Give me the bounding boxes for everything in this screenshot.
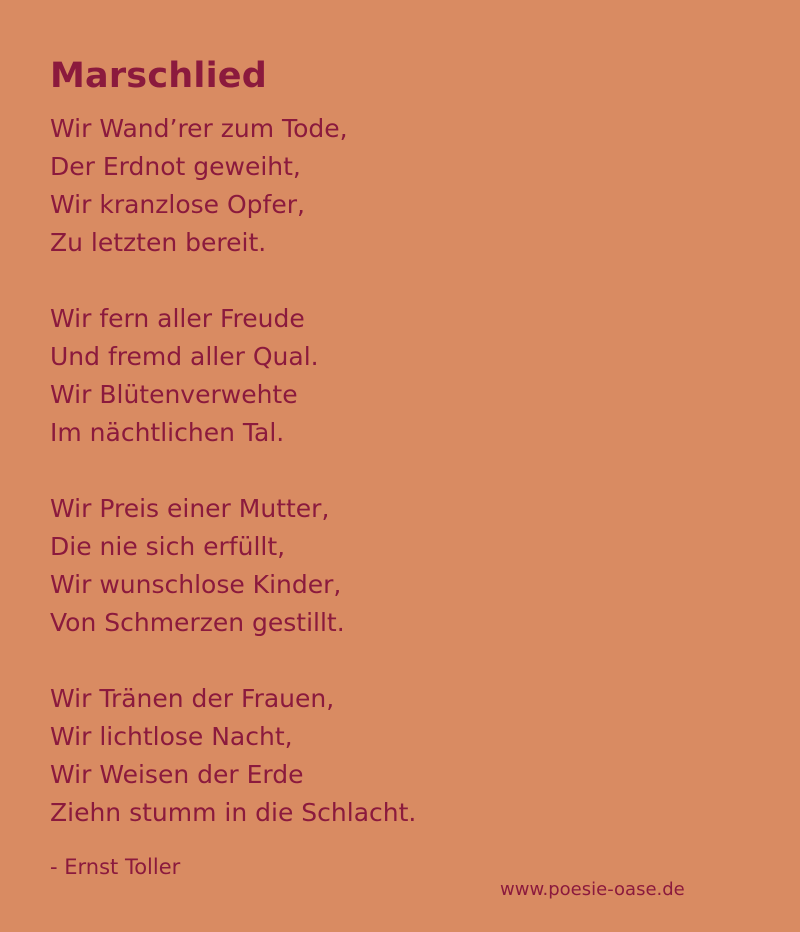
- poem-line: Wir fern aller Freude: [50, 304, 305, 333]
- poem-title: Marschlied: [50, 56, 267, 96]
- poem-body: [50, 110, 750, 870]
- poem-author: - Ernst Toller: [50, 855, 181, 879]
- stanza-3: [50, 490, 750, 642]
- stanza-4: [50, 680, 750, 832]
- poem-line: Der Erdnot geweiht,: [50, 152, 301, 181]
- poem-line: Im nächtlichen Tal.: [50, 418, 285, 447]
- poem-line: Wir Blütenverwehte: [50, 380, 298, 409]
- poem-line: Und fremd aller Qual.: [50, 342, 319, 371]
- poem-line: Ziehn stumm in die Schlacht.: [50, 798, 417, 827]
- poem-line: Wir kranzlose Opfer,: [50, 190, 305, 219]
- stanza-1: [50, 110, 750, 262]
- poem-line: Wir Tränen der Frauen,: [50, 684, 335, 713]
- poem-line: Wir Preis einer Mutter,: [50, 494, 330, 523]
- poem-line: Wir lichtlose Nacht,: [50, 722, 293, 751]
- website-credit: www.poesie-oase.de: [500, 879, 685, 900]
- poem-line: Zu letzten bereit.: [50, 228, 267, 257]
- stanza-2: [50, 300, 750, 452]
- poem-line: Von Schmerzen gestillt.: [50, 608, 345, 637]
- poem-line: Wir wunschlose Kinder,: [50, 570, 342, 599]
- poem-line: Wir Weisen der Erde: [50, 760, 304, 789]
- poem-line: Wir Wand’rer zum Tode,: [50, 114, 348, 143]
- poem-line: Die nie sich erfüllt,: [50, 532, 286, 561]
